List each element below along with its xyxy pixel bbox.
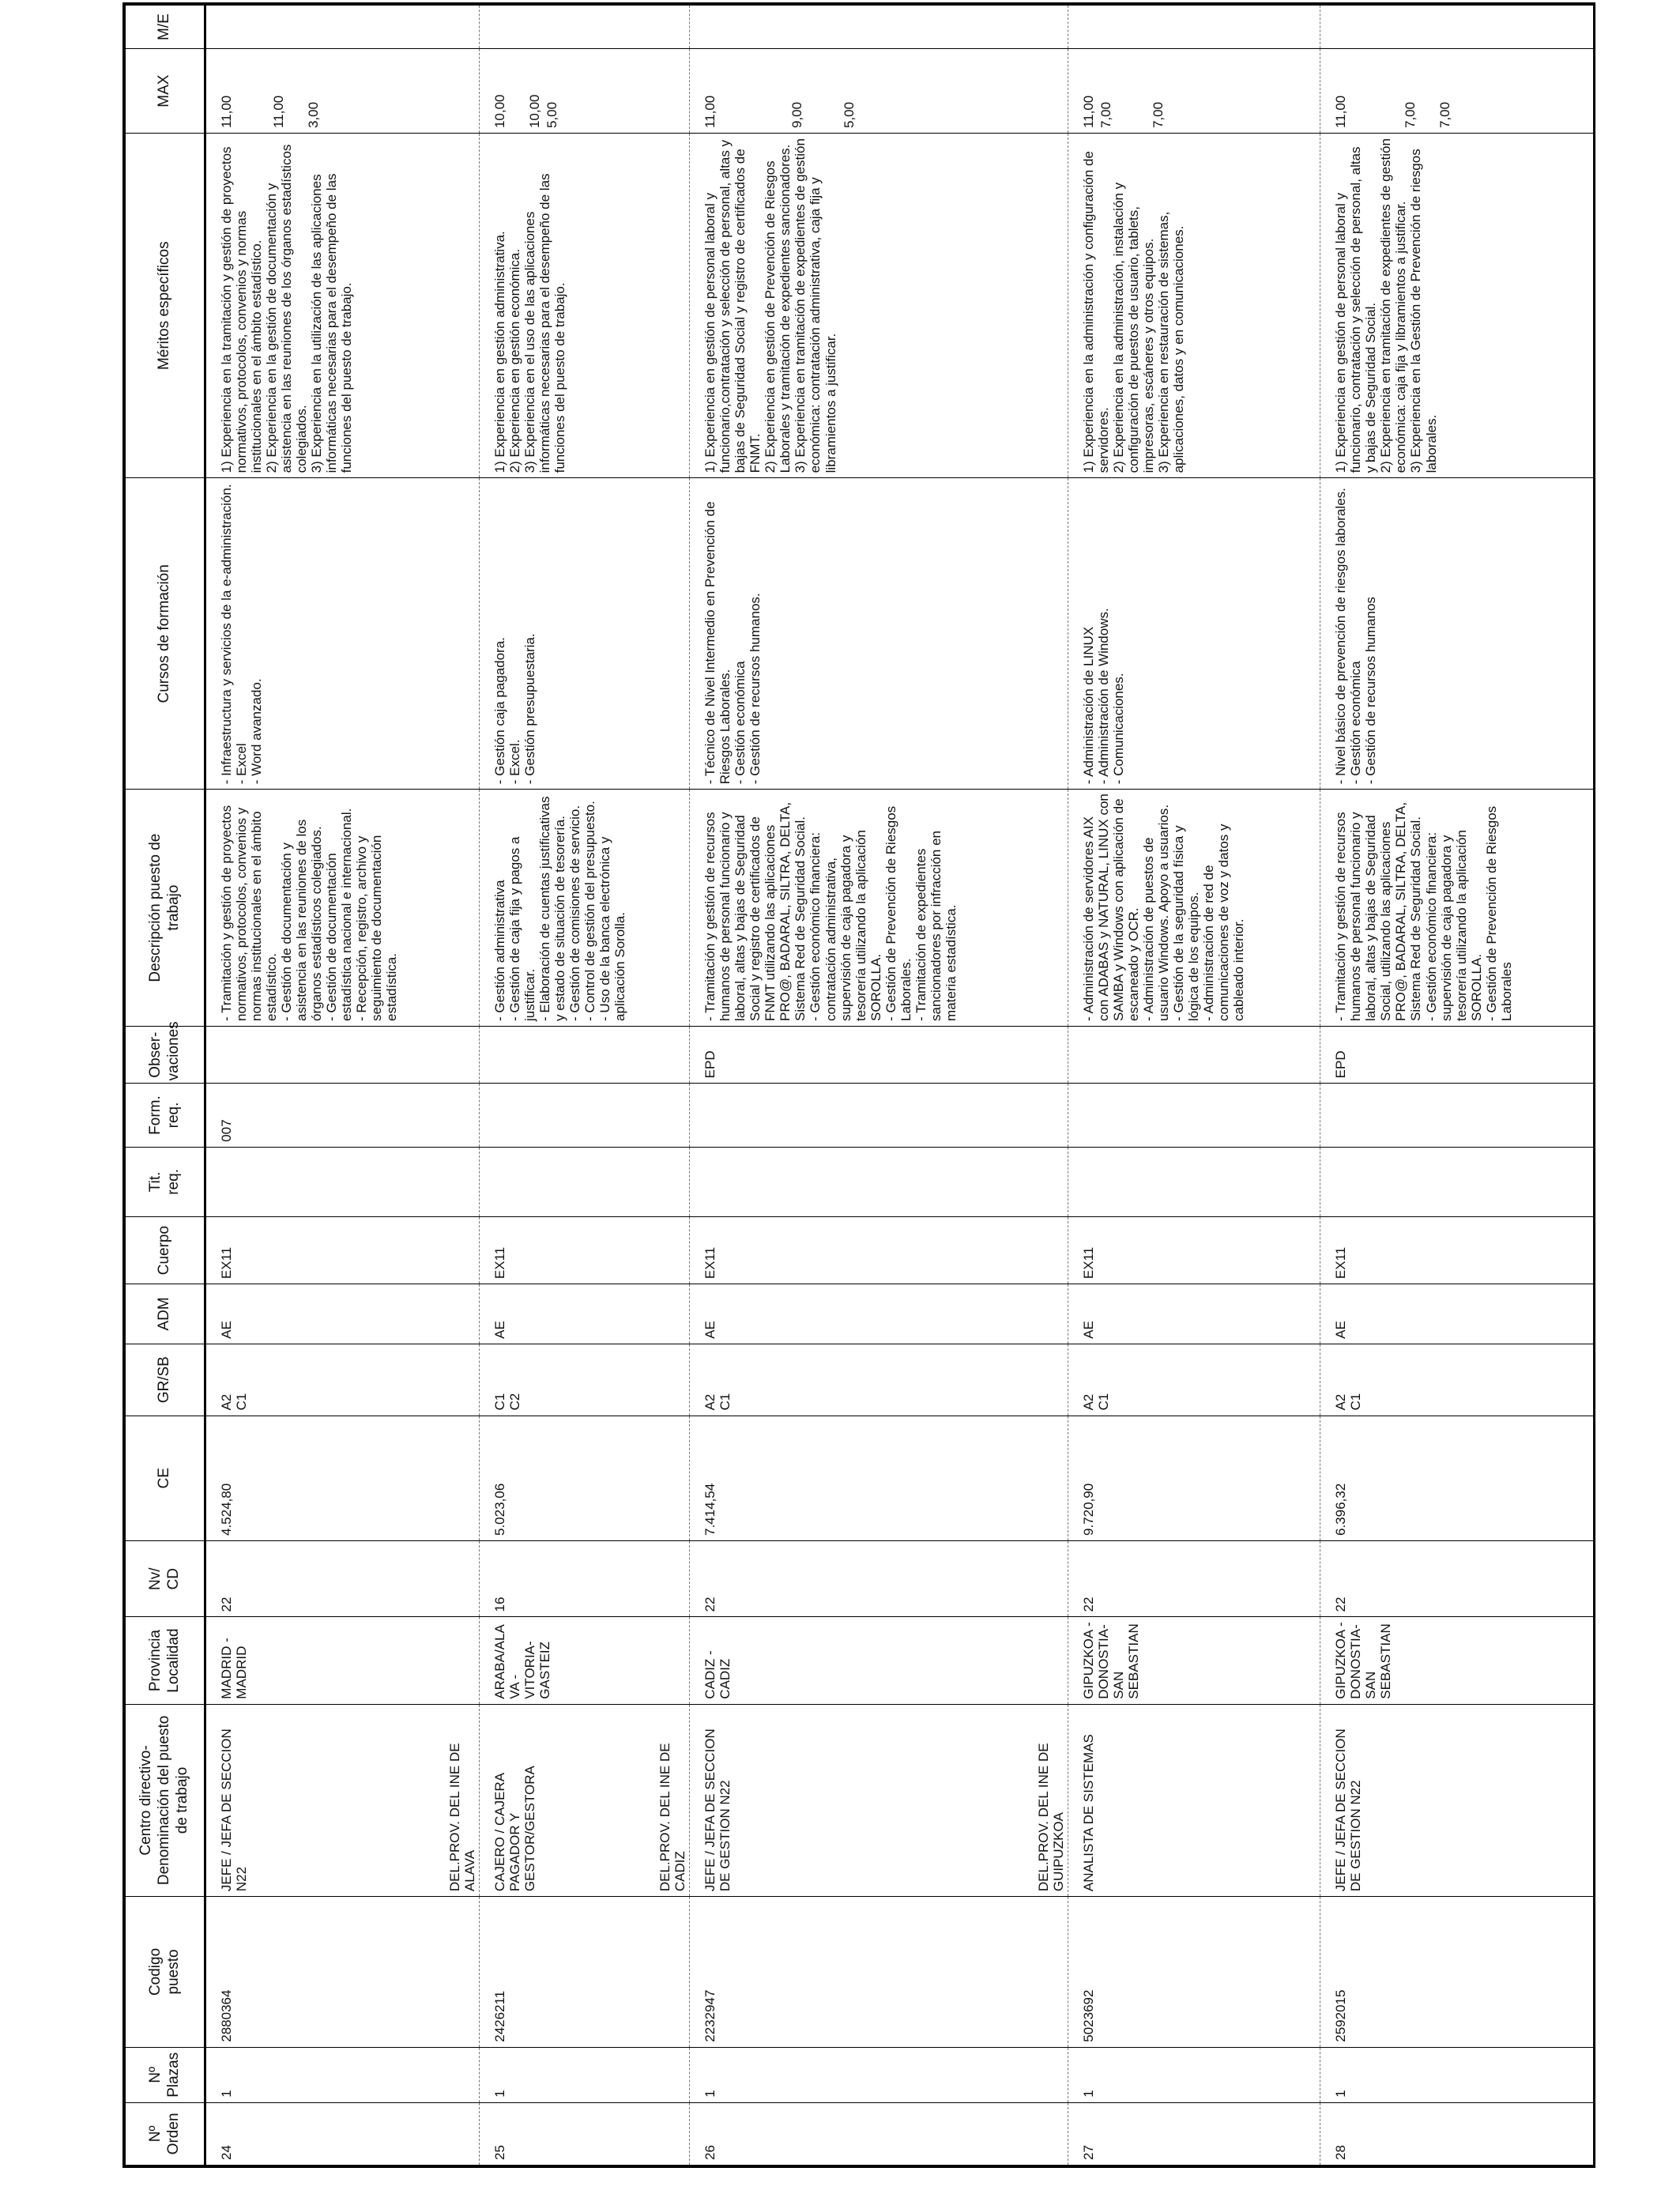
cell-codigo: 2426211 (480, 1897, 690, 2048)
cell-plazas: 1 (480, 2047, 690, 2102)
cell-adm: AE (1068, 1284, 1320, 1344)
cell-meritos: 1) Experiencia en gestión de personal laboral y funcionario, contratación y selección de personal, altas y bajas de Seguridad Social. 2) Experiencia en tramitación de expedientes de gestión económica: caja fija y libramientos a justificar. 3) Experiencia en la Gestión de Prevención de riesgos laborales. (1320, 134, 1593, 478)
cell-me (690, 6, 1068, 49)
cell-max (1068, 49, 1320, 134)
cell-cursos: - Nivel básico de prevención de riesgos laborales. - Gestión económica - Gestión de recursos humanos (1320, 478, 1593, 790)
cell-tit (1320, 1147, 1593, 1216)
cell-desc: - Tramitación y gestión de proyectos normativos, protocolos, convenios y normas institucionales en el ámbito estadístico. - Gestión de documentación y asistencia en las reuniones de los órganos estadísticos colegiados. - Gestión de documentación estadística nacional e internacional. - Recepción, registro, archivo y seguimiento de documentación estadística. (205, 790, 480, 1027)
cell-cuerpo: EX11 (205, 1217, 480, 1284)
cell-ce: 7.414,54 (690, 1416, 1068, 1540)
max-values (703, 52, 859, 128)
max-value: 7,00 (1403, 101, 1418, 129)
max-value (1350, 52, 1368, 128)
max-values (492, 52, 562, 128)
cell-form (1320, 1084, 1593, 1147)
max-value: 7,00 (1098, 101, 1114, 129)
cell-desc: - Gestión administrativa - Gestión de caja fija y pagos a justificar. - Elaboración de cuentas justificativas y estado de situación de tesorería. - Gestión de comisiones de servicio. - Control de gestión del presupuesto. - Uso de la banca electrónica y aplicación Sorolla. (480, 790, 690, 1027)
max-value: 11,00 (219, 95, 234, 129)
cell-me (205, 6, 480, 49)
cell-centro (205, 1704, 480, 1896)
header-form: Form. req. (126, 1084, 205, 1147)
cell-codigo: 2232947 (690, 1897, 1068, 2048)
cell-grsb: A2 C1 (690, 1344, 1068, 1416)
cell-cuerpo: EX11 (690, 1217, 1068, 1284)
cell-obs (1068, 1026, 1320, 1083)
header-cursos: Cursos de formación (126, 478, 205, 790)
table-row (690, 6, 1068, 2166)
centro-denominacion: JEFE / JEFA DE SECCION DE GESTION N22 (703, 1728, 733, 1892)
cell-codigo: 5023692 (1068, 1897, 1320, 2048)
header-provincia: Provincia Localidad (126, 1617, 205, 1704)
header-max: MAX (126, 49, 205, 134)
max-value: 9,00 (789, 101, 805, 129)
centro-denominacion: ANALISTA DE SISTEMAS (1081, 1734, 1097, 1892)
centro-denominacion: JEFE / JEFA DE SECCION N22 (219, 1728, 250, 1892)
cell-orden: 28 (1320, 2102, 1593, 2165)
cell-provincia: ARABA/ALAVA - VITORIA-GASTEIZ (480, 1617, 690, 1704)
cell-provincia: CADIZ - CADIZ (690, 1617, 1068, 1704)
cell-form (690, 1084, 1068, 1147)
centro-stack (690, 1705, 1068, 1896)
centro-stack (206, 1705, 479, 1896)
cell-codigo: 2880364 (205, 1897, 480, 2048)
centro-unidad: DEL.PROV. DEL INE DE GUIPUZKOA (1036, 1743, 1067, 1892)
max-value: 5,00 (842, 101, 857, 129)
header-grsb: GR/SB (126, 1344, 205, 1416)
cell-orden: 25 (480, 2102, 690, 2165)
max-value (824, 52, 842, 128)
cell-form: 007 (205, 1084, 480, 1147)
job-positions-table-page (122, 2, 1595, 2168)
cell-plazas: 1 (1068, 2047, 1320, 2102)
cell-desc: - Tramitación y gestión de recursos humanos de personal funcionario y laboral, altas y bajas de Seguridad Social y registro de certificados de FNMT utilizando las aplicaciones PRO@, BADARAL, SILTRA, DELTA, Sistema Red de Seguridad Social. - Gestión económico financiera: contratación administrativa, supervisión de caja pagadora y tesorería utilizando la aplicación SOROLLA. - Gestión de Prevención de Riesgos Laborales. - Tramitación de expedientes sancionadores por infracción en materia estadística. (690, 790, 1068, 1027)
cell-max (480, 49, 690, 134)
cell-max (690, 49, 1068, 134)
cell-nivel: 22 (205, 1541, 480, 1617)
max-value (288, 52, 306, 128)
max-values (1081, 52, 1168, 128)
cell-meritos: 1) Experiencia en la administración y configuración de servidores. 2) Experiencia en la administración, instalación y configuración de puestos de usuario, tablets, impresoras, escáneres y otros equipos. 3) Experiencia en restauración de sistemas, aplicaciones, datos y en comunicaciones. (1068, 134, 1320, 478)
header-meritos: Méritos específicos (126, 134, 205, 478)
max-value: 10,00 (492, 94, 508, 129)
max-values (219, 52, 323, 128)
cell-plazas: 1 (1320, 2047, 1593, 2102)
table-row (480, 6, 690, 2166)
cell-centro (690, 1704, 1068, 1896)
cell-tit (205, 1147, 480, 1216)
cell-orden: 27 (1068, 2102, 1320, 2165)
cell-grsb: A2 C1 (1320, 1344, 1593, 1416)
max-value (1116, 52, 1133, 128)
centro-stack (1320, 1705, 1593, 1896)
max-value: 11,00 (271, 95, 286, 129)
cell-tit (690, 1147, 1068, 1216)
max-value: 7,00 (1151, 101, 1166, 129)
header-row (126, 6, 205, 2166)
cell-max (1320, 49, 1593, 134)
cell-cursos: - Gestión caja pagadora. - Excel. - Gestión presupuestaria. (480, 478, 690, 790)
max-value: 10,00 (527, 94, 543, 129)
max-values (1333, 52, 1455, 128)
cell-form (1068, 1084, 1320, 1147)
cell-meritos: 1) Experiencia en gestión administrativa. 2) Experiencia en gestión económica. 3) Experiencia en el uso de las aplicaciones informáticas necesarias para el desempeño de las funciones del puesto de trabajo. (480, 134, 690, 478)
max-value (254, 52, 271, 128)
cell-plazas: 1 (690, 2047, 1068, 2102)
cell-nivel: 22 (690, 1541, 1068, 1617)
cell-adm: AE (480, 1284, 690, 1344)
max-value (737, 52, 755, 128)
header-codigo: Codigo puesto (126, 1897, 205, 2048)
max-value: 11,00 (1081, 95, 1097, 129)
header-tit: Tit. req. (126, 1147, 205, 1216)
max-value: 5,00 (544, 101, 560, 129)
centro-stack (1068, 1705, 1320, 1896)
max-value: 11,00 (703, 95, 718, 129)
cell-centro (1068, 1704, 1320, 1896)
cell-centro (480, 1704, 690, 1896)
header-adm: ADM (126, 1284, 205, 1344)
max-value (807, 52, 824, 128)
cell-obs: EPD (1320, 1026, 1593, 1083)
max-value (720, 52, 737, 128)
cell-ce: 5.023,06 (480, 1416, 690, 1540)
cell-cursos: - Infraestructura y servicios de la e-administración. - Excel - Word avanzado. (205, 478, 480, 790)
cell-cursos: - Técnico de Nivel Intermedio en Prevención de Riesgos Laborales. - Gestión económica - Gestión de recursos humanos. (690, 478, 1068, 790)
cell-cursos: - Administración de LINUX - Administración de Windows. - Comunicaciones. (1068, 478, 1320, 790)
max-value (1133, 52, 1151, 128)
centro-unidad: DEL.PROV. DEL INE DE CADIZ (657, 1743, 688, 1892)
cell-ce: 9.720,90 (1068, 1416, 1320, 1540)
header-centro: Centro directivo- Denominación del puesto de trabajo (126, 1704, 205, 1896)
cell-provincia: GIPUZKOA - DONOSTIA-SAN SEBASTIAN (1068, 1617, 1320, 1704)
header-cuerpo: Cuerpo (126, 1217, 205, 1284)
header-plazas: Nº Plazas (126, 2047, 205, 2102)
max-value (510, 52, 527, 128)
cell-nivel: 22 (1068, 1541, 1320, 1617)
max-value (1368, 52, 1385, 128)
header-desc: Descripción puesto de trabajo (126, 790, 205, 1027)
max-value (1420, 52, 1437, 128)
cell-me (480, 6, 690, 49)
max-value (236, 52, 254, 128)
cell-max (205, 49, 480, 134)
cell-tit (480, 1147, 690, 1216)
table-row (1320, 6, 1593, 2166)
max-value (1385, 52, 1403, 128)
cell-obs: EPD (690, 1026, 1068, 1083)
cell-nivel: 22 (1320, 1541, 1593, 1617)
centro-denominacion: JEFE / JEFA DE SECCION DE GESTION N22 (1333, 1728, 1364, 1892)
cell-provincia: MADRID - MADRID (205, 1617, 480, 1704)
cell-desc: - Administración de servidores AIX con ADABAS y NATURAL, LINUX con SAMBA y Windows con aplicación de escaneado y OCR. - Administración de puestos de usuario Windows. Apoyo a usuarios. - Gestión de la seguridad física y lógica de los equipos. - Administración de red de comunicaciones de voz y datos y cableado interior. (1068, 790, 1320, 1027)
table-row (1068, 6, 1320, 2166)
header-nivel: Nv/ CD (126, 1541, 205, 1617)
job-positions-table (125, 5, 1593, 2166)
centro-stack (480, 1705, 689, 1896)
header-me: M/E (126, 6, 205, 49)
header-ce: CE (126, 1416, 205, 1540)
max-value: 11,00 (1333, 95, 1349, 129)
cell-grsb: A2 C1 (1068, 1344, 1320, 1416)
cell-cuerpo: EX11 (1068, 1217, 1320, 1284)
cell-provincia: GIPUZKOA - DONOSTIA-SAN SEBASTIAN (1320, 1617, 1593, 1704)
cell-grsb: C1 C2 (480, 1344, 690, 1416)
cell-nivel: 16 (480, 1541, 690, 1617)
cell-obs (205, 1026, 480, 1083)
header-orden: Nº Orden (126, 2102, 205, 2165)
cell-desc: - Tramitación y gestión de recursos humanos de personal funcionario y laboral, altas y bajas de Seguridad Social, utilizando las aplicaciones PRO@, BADARAL, SILTRA, DELTA, Sistema Red de Seguridad Social. - Gestión económico financiera: supervisión de caja pagadora y tesorería utilizando la aplicación SOROLLA. - Gestión de Prevención de Riesgos Laborales (1320, 790, 1593, 1027)
cell-plazas: 1 (205, 2047, 480, 2102)
cell-me (1068, 6, 1320, 49)
cell-meritos: 1) Experiencia en la tramitación y gestión de proyectos normativos, protocolos, convenios y normas institucionales en el ámbito estadístico. 2) Experiencia en la gestión de documentación y asistencia en las reuniones de los órganos estadísticos colegiados. 3) Experiencia en la utilización de las aplicaciones informáticas necesarias para el desempeño de las funciones del puesto de trabajo. (205, 134, 480, 478)
cell-adm: AE (205, 1284, 480, 1344)
max-value (755, 52, 772, 128)
table-row (205, 6, 480, 2166)
cell-orden: 26 (690, 2102, 1068, 2165)
centro-denominacion: CAJERO / CAJERA PAGADOR Y GESTOR/GESTORA (492, 1766, 538, 1892)
max-value: 7,00 (1437, 101, 1453, 129)
cell-cuerpo: EX11 (480, 1217, 690, 1284)
cell-ce: 6.396,32 (1320, 1416, 1593, 1540)
cell-form (480, 1084, 690, 1147)
cell-tit (1068, 1147, 1320, 1216)
max-value: 3,00 (306, 101, 321, 129)
cell-me (1320, 6, 1593, 49)
max-value (772, 52, 789, 128)
cell-centro (1320, 1704, 1593, 1896)
cell-orden: 24 (205, 2102, 480, 2165)
table-body (205, 6, 1594, 2166)
centro-unidad: DEL.PROV. DEL INE DE ALAVA (447, 1743, 478, 1892)
cell-adm: AE (1320, 1284, 1593, 1344)
cell-obs (480, 1026, 690, 1083)
cell-cuerpo: EX11 (1320, 1217, 1593, 1284)
cell-codigo: 2592015 (1320, 1897, 1593, 2048)
cell-grsb: A2 C1 (205, 1344, 480, 1416)
cell-adm: AE (690, 1284, 1068, 1344)
header-obs: Obser- vaciones (126, 1026, 205, 1083)
cell-ce: 4.524,80 (205, 1416, 480, 1540)
cell-meritos: 1) Experiencia en gestión de personal laboral y funcionario,contratación y selección de personal, altas y bajas de Seguridad Social y registro de certificados de FNMT. 2) Experiencia en gestión de Prevención de Riesgos Laborales y tramitación de expedientes sancionadores. 3) Experiencia en tramitación de expedientes de gestión económica: contratación administrativa, caja fija y libramientos a justificar. (690, 134, 1068, 478)
